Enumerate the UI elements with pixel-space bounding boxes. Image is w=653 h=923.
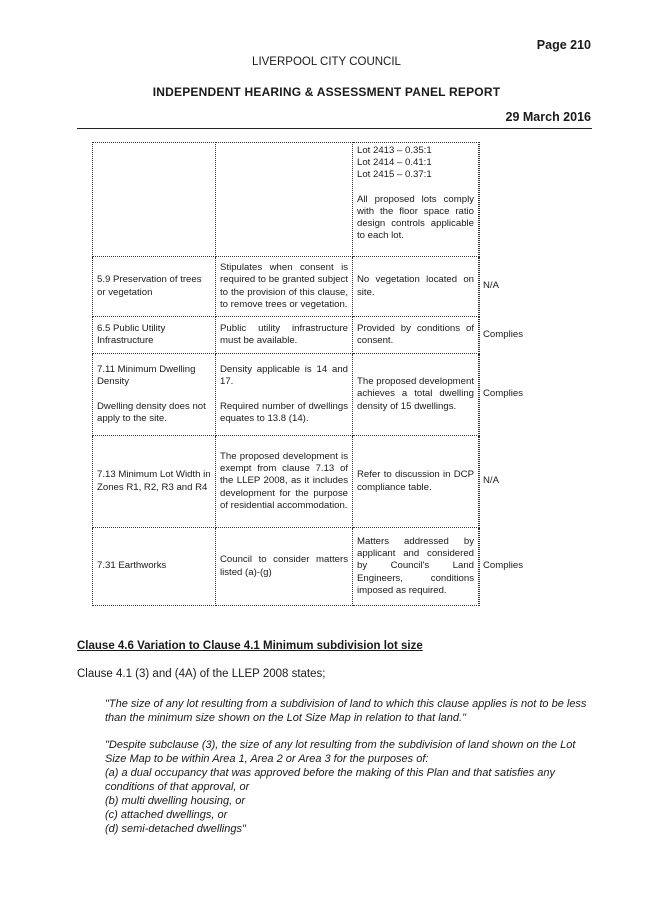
cell-line: 7.13 Minimum Lot Width in Zones R1, R2, R3 and R4 [97,469,211,493]
cell-line [357,182,474,194]
proposal-cell [353,436,479,528]
compliance-cell [479,143,480,257]
page-number: Page 210 [536,38,591,52]
requirement-cell [216,317,353,354]
cell-line: Density applicable is 14 and 17. [220,364,348,388]
cell-line: The proposed development is exempt from clause 7.13 of the LLEP 2008, as it includes development for the purpose of residential accommodation. [220,450,348,511]
clause-cell [93,528,216,606]
compliance-cell: Complies [479,354,480,436]
table-row [93,143,480,257]
requirement-cell [216,528,353,606]
quote-line: (d) semi-detached dwellings" [105,823,246,835]
cell-line: Refer to discussion in DCP compliance table. [357,469,474,493]
cell-line: Lot 2415 – 0.37:1 [357,169,432,181]
cell-line: 6.5 Public Utility Infrastructure [97,322,166,346]
clause-cell [93,317,216,354]
quote-line: (c) attached dwellings, or [105,809,228,821]
table-row [93,317,480,354]
compliance-cell: Complies [479,528,480,606]
cell-line: Lot 2414 – 0.41:1 [357,157,432,169]
requirement-cell [216,143,353,257]
cell-line: Lot 2413 – 0.35:1 [357,145,432,156]
proposal-cell [353,354,479,436]
cell-line: Public utility infrastructure must be available. [220,322,348,346]
cell-line: No vegetation located on site. [357,274,474,298]
quote-subclause-4a [105,738,591,836]
cell-line: Required number of dwellings equates to 13.8 (14). [220,400,348,424]
quote-line: (a) a dual occupancy that was approved before the making of this Plan and that satisfies any conditions of that approval, or [105,767,556,793]
compliance-cell: N/A [479,257,480,317]
clause-cell [93,143,216,257]
requirement-cell [216,354,353,436]
cell-line: 7.31 Earthworks [97,560,167,572]
proposal-cell [353,317,479,354]
cell-line: All proposed lots comply with the floor space ratio design controls applicable to each lot. [357,193,474,242]
clause-cell [93,257,216,317]
compliance-cell: N/A [479,436,480,528]
cell-line [220,389,348,401]
proposal-cell [353,257,479,317]
quote-subclause-3: "The size of any lot resulting from a subdivision of land to which this clause applies is not to be less than the minimum size shown on the Lot Size Map in relation to that land." [105,698,587,724]
table-row [93,257,480,317]
proposal-cell [353,143,479,257]
cell-line: Stipulates when consent is required to be granted subject to the provision of this clause, to remove trees or vegetation. [220,262,348,310]
cell-line: The proposed development achieves a total dwelling density of 15 dwellings. [357,376,474,412]
clause-intro: Clause 4.1 (3) and (4A) of the LLEP 2008 states; [77,668,326,680]
compliance-table [92,142,523,606]
cell-line [97,389,211,401]
clause-cell [93,436,216,528]
cell-line: Matters addressed by applicant and considered by Council's Land Engineers, conditions imposed as required. [357,535,474,596]
quote-line: "Despite subclause (3), the size of any lot resulting from the subdivision of land shown on the Lot Size Map to be within Area 1, Area 2 or Area 3 for the purposes of: [105,739,576,765]
requirement-cell [216,257,353,317]
cell-line: Dwelling density does not apply to the site. [97,400,206,424]
cell-line: 5.9 Preservation of trees or vegetation [97,274,202,298]
cell-line: Provided by conditions of consent. [357,322,474,346]
compliance-table-body [93,143,523,606]
table-row [93,436,480,528]
quote-line: (b) multi dwelling housing, or [105,795,246,807]
clause-cell [93,354,216,436]
report-date: 29 March 2016 [505,110,591,124]
report-title: INDEPENDENT HEARING & ASSESSMENT PANEL REPORT [152,85,501,99]
compliance-cell: Complies [479,317,480,354]
clause-4-6-heading: Clause 4.6 Variation to Clause 4.1 Minimum subdivision lot size [77,640,423,652]
requirement-cell [216,436,353,528]
proposal-cell [353,528,479,606]
cell-line: 7.11 Minimum Dwelling Density [97,364,196,388]
header-rule [77,128,592,129]
cell-line: Council to consider matters listed (a)-(g) [220,554,348,578]
table-row [93,354,480,436]
table-row [93,528,480,606]
council-name: LIVERPOOL CITY COUNCIL [252,56,401,68]
